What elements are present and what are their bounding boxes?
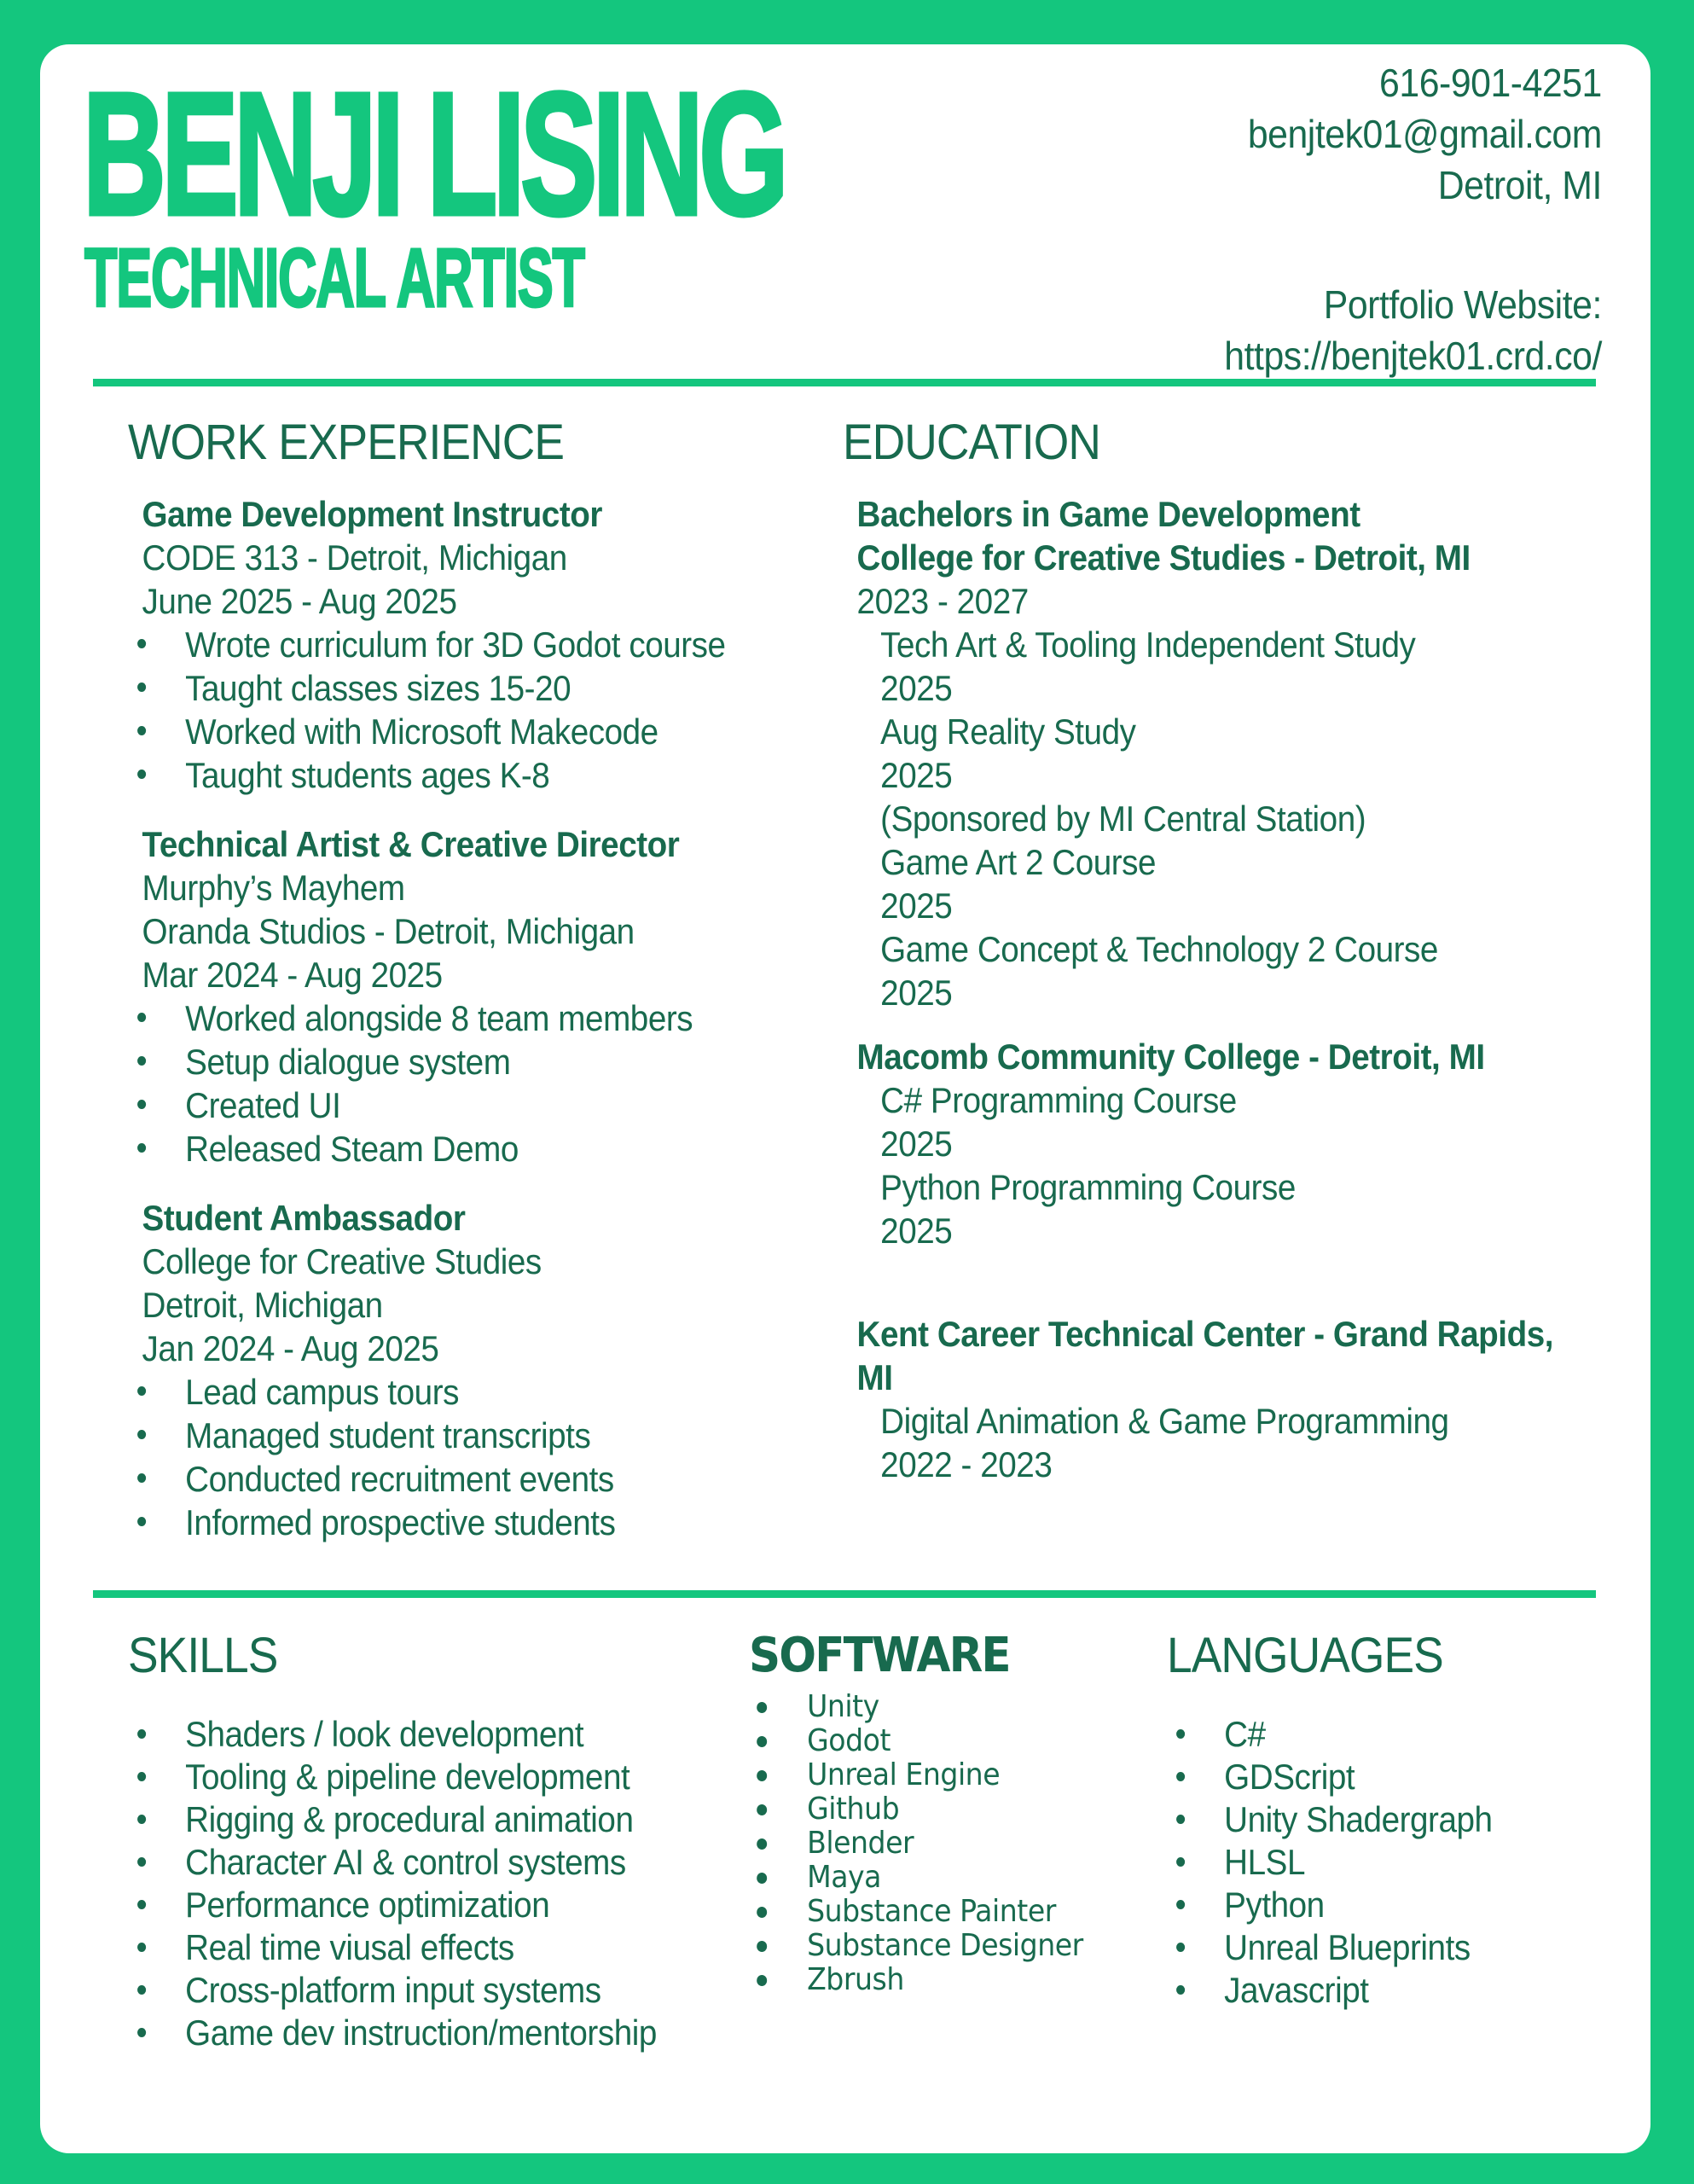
- job-title: Technical Artist & Creative Director: [142, 824, 680, 864]
- job-bullet: Setup dialogue system: [142, 1040, 756, 1083]
- skill-item: Shaders / look development: [142, 1713, 693, 1756]
- education-section: [843, 412, 1564, 1486]
- course-line: (Sponsored by MI Central Station): [880, 799, 1366, 839]
- school-entry: [857, 492, 1565, 1014]
- language-item: GDScript: [1181, 1756, 1638, 1798]
- course-line: 2025: [880, 973, 953, 1013]
- job-bullet: Conducted recruitment events: [142, 1457, 756, 1501]
- work-experience-section: [128, 412, 756, 1544]
- contact-location: Detroit, MI: [1437, 163, 1602, 207]
- job-detail-line: Oranda Studios - Detroit, Michigan: [142, 911, 635, 951]
- software-item: Substance Painter: [749, 1895, 1141, 1929]
- course-line: Digital Animation & Game Programming: [880, 1401, 1449, 1441]
- course-line: Aug Reality Study: [880, 712, 1136, 752]
- portfolio-url: https://benjtek01.crd.co/: [1224, 334, 1602, 378]
- skill-item: Performance optimization: [142, 1884, 693, 1926]
- skill-item: Real time viusal effects: [142, 1926, 693, 1969]
- header-divider: [93, 379, 1596, 386]
- job-detail-line: CODE 313 - Detroit, Michigan: [142, 537, 567, 578]
- person-job-title: TECHNICAL ARTIST: [84, 231, 584, 324]
- course-line: Python Programming Course: [880, 1167, 1296, 1207]
- course-line: 2025: [880, 668, 953, 708]
- contact-phone: 616-901-4251: [1379, 61, 1602, 105]
- language-item: HLSL: [1181, 1841, 1638, 1884]
- school-title-line: Kent Career Technical Center - Grand Rapids, MI: [856, 1314, 1554, 1397]
- school-detail-line: 2023 - 2027: [856, 581, 1029, 621]
- skills-section: [128, 1625, 693, 2054]
- course-line: 2022 - 2023: [880, 1444, 1053, 1484]
- job-bullet: Worked alongside 8 team members: [142, 996, 756, 1040]
- software-heading: SOFTWARE: [749, 1628, 1010, 1683]
- software-list: [749, 1690, 1141, 1997]
- software-item: Unity: [749, 1690, 1141, 1724]
- course-line: 2025: [880, 755, 953, 795]
- languages-heading: LANGUAGES: [1167, 1628, 1443, 1683]
- job-list: [128, 492, 756, 1544]
- job-bullet: Released Steam Demo: [142, 1127, 756, 1170]
- language-item: C#: [1181, 1713, 1638, 1756]
- school-list: [843, 492, 1564, 1486]
- software-item: Substance Designer: [749, 1929, 1141, 1963]
- language-item: Javascript: [1181, 1969, 1638, 2012]
- skills-list: [142, 1713, 693, 2054]
- skill-item: Rigging & procedural animation: [142, 1798, 693, 1841]
- course-list: [880, 1078, 1564, 1252]
- job-bullet-list: [142, 1370, 756, 1544]
- portfolio-label: Portfolio Website:: [1323, 282, 1602, 327]
- person-name: BENJI LISING: [83, 56, 785, 252]
- job-bullet-list: [142, 996, 756, 1170]
- contact-email: benjtek01@gmail.com: [1247, 112, 1602, 156]
- languages-list: [1181, 1713, 1638, 2012]
- skill-item: Character AI & control systems: [142, 1841, 693, 1884]
- course-line: Tech Art & Tooling Independent Study: [880, 624, 1416, 665]
- job-bullet: Taught students ages K-8: [142, 753, 756, 797]
- course-list: [880, 1399, 1564, 1486]
- language-item: Python: [1181, 1884, 1638, 1926]
- job-title: Game Development Instructor: [142, 494, 602, 534]
- job-bullet: Worked with Microsoft Makecode: [142, 710, 756, 753]
- job-detail-line: Detroit, Michigan: [142, 1285, 383, 1325]
- school-entry: [857, 1312, 1565, 1486]
- job-detail-line: Mar 2024 - Aug 2025: [142, 955, 443, 995]
- section-divider: [93, 1590, 1596, 1598]
- skill-item: Tooling & pipeline development: [142, 1756, 693, 1798]
- language-item: Unity Shadergraph: [1181, 1798, 1638, 1841]
- job-entry: [142, 1196, 756, 1544]
- job-detail-line: College for Creative Studies: [142, 1241, 542, 1281]
- course-line: 2025: [880, 886, 953, 926]
- job-detail-line: June 2025 - Aug 2025: [142, 581, 457, 621]
- languages-section: [1167, 1625, 1638, 2012]
- course-line: 2025: [880, 1124, 953, 1164]
- course-list: [880, 623, 1564, 1014]
- job-bullet: Informed prospective students: [142, 1501, 756, 1544]
- skills-heading: SKILLS: [128, 1628, 278, 1683]
- software-item: Zbrush: [749, 1963, 1141, 1997]
- software-section: [749, 1625, 1141, 1997]
- school-title-line: Bachelors in Game Development: [856, 494, 1360, 534]
- job-bullet: Lead campus tours: [142, 1370, 756, 1414]
- language-item: Unreal Blueprints: [1181, 1926, 1638, 1969]
- job-title: Student Ambassador: [142, 1198, 466, 1238]
- job-detail-line: Murphy’s Mayhem: [142, 868, 405, 908]
- school-entry: [857, 1035, 1565, 1252]
- job-bullet: Created UI: [142, 1083, 756, 1127]
- job-detail-line: Jan 2024 - Aug 2025: [142, 1328, 439, 1368]
- job-bullet: Wrote curriculum for 3D Godot course: [142, 623, 756, 666]
- software-item: Blender: [749, 1827, 1141, 1861]
- job-entry: [142, 822, 756, 1170]
- course-line: C# Programming Course: [880, 1080, 1237, 1120]
- course-line: Game Art 2 Course: [880, 842, 1157, 882]
- job-bullet: Taught classes sizes 15-20: [142, 666, 756, 710]
- job-entry: [142, 492, 756, 797]
- software-item: Github: [749, 1792, 1141, 1827]
- education-heading: EDUCATION: [843, 415, 1101, 470]
- job-bullet: Managed student transcripts: [142, 1414, 756, 1457]
- software-item: Unreal Engine: [749, 1758, 1141, 1792]
- work-experience-heading: WORK EXPERIENCE: [128, 415, 565, 470]
- school-title-line: College for Creative Studies - Detroit, MI: [856, 537, 1471, 578]
- software-item: Maya: [749, 1861, 1141, 1895]
- contact-block: [1224, 57, 1602, 381]
- school-title-line: Macomb Community College - Detroit, MI: [856, 1037, 1485, 1077]
- skill-item: Cross-platform input systems: [142, 1969, 693, 2012]
- job-bullet-list: [142, 623, 756, 797]
- software-item: Godot: [749, 1724, 1141, 1758]
- skill-item: Game dev instruction/mentorship: [142, 2012, 693, 2054]
- course-line: Game Concept & Technology 2 Course: [880, 929, 1438, 969]
- course-line: 2025: [880, 1211, 953, 1251]
